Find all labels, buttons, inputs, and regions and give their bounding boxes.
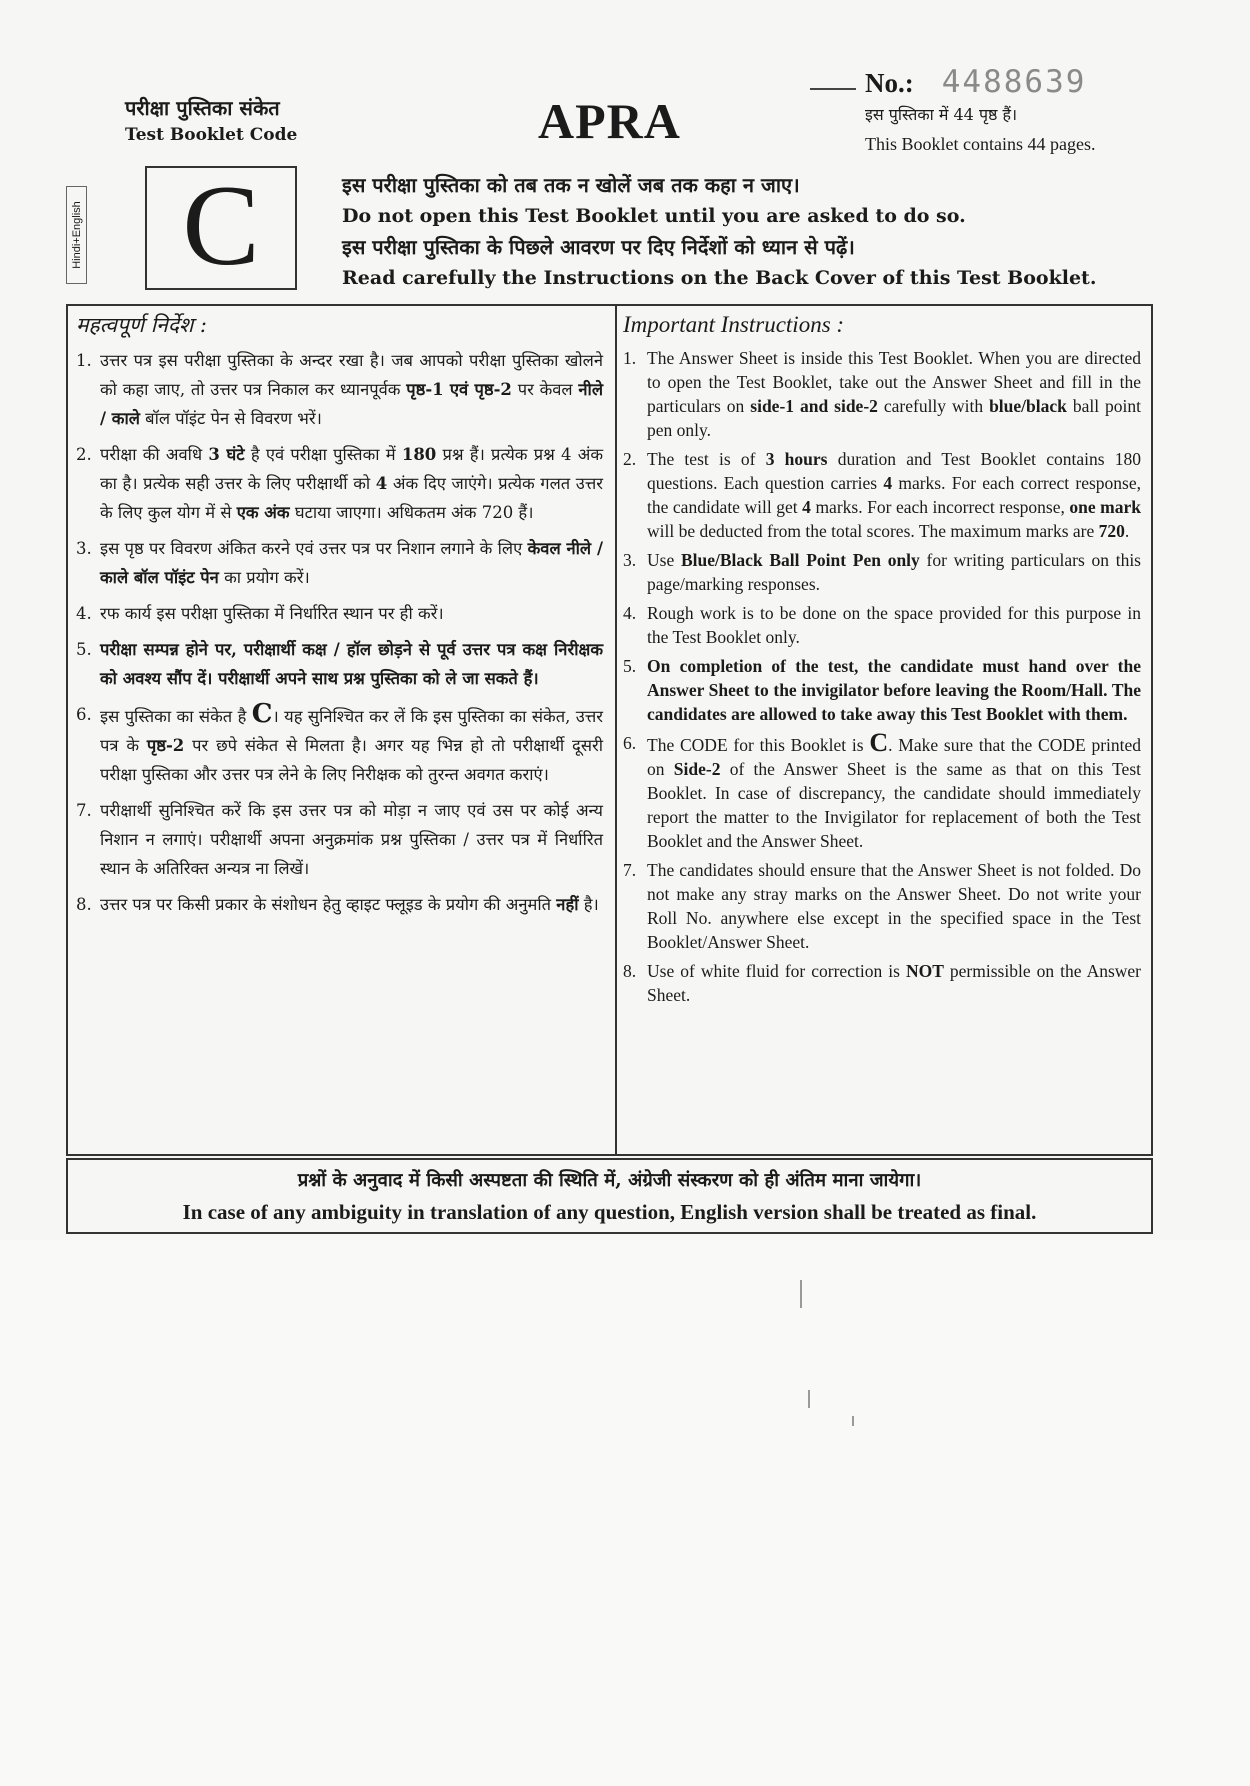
paper-speck: [852, 1416, 854, 1426]
instruction-number: 5.: [76, 640, 92, 659]
instruction-text: [647, 959, 1141, 1007]
instruction-segment: इस पृष्ठ पर विवरण अंकित करने एवं उत्तर पत्र पर निशान लगाने के लिए: [100, 539, 528, 558]
instruction-emphasis: परीक्षा सम्पन्न होने पर, परीक्षार्थी कक्ष / हॉल छोड़ने से पूर्व उत्तर पत्र कक्ष निरीक्षक को अवश्य सौंप दें। परीक्षार्थी अपने साथ प्रश्न पुस्तिका को ले जा सकते हैं।: [100, 640, 603, 688]
instruction-emphasis: नीले / काले: [100, 380, 604, 428]
instruction-segment: बॉल पॉइंट पेन से विवरण भरें।: [139, 409, 322, 428]
instruction-item: [623, 346, 1141, 442]
instruction-item: [76, 440, 603, 527]
paper-speck: [808, 1390, 810, 1408]
instruction-segment: permissible on the Answer Sheet.: [647, 961, 1142, 1005]
instruction-segment: उत्तर पत्र इस परीक्षा पुस्तिका के अन्दर रखा है। जब आपको परीक्षा पुस्तिका खोलने को कहा जाए, तो उत्तर पत्र निकाल कर ध्यानपूर्वक: [100, 351, 603, 399]
instruction-segment: Rough work is to be done on the space provided for this purpose in the Test Booklet only.: [647, 603, 1141, 647]
booklet-code-label-hindi: परीक्षा पुस्तिका संकेत: [125, 96, 280, 120]
language-tag-text: Hindi+English: [70, 201, 83, 269]
instruction-segment: Use of white fluid for correction is: [647, 961, 906, 981]
instruction-item: [76, 599, 603, 628]
instruction-text: [647, 654, 1141, 726]
language-tag: [66, 186, 87, 284]
instruction-text: [647, 447, 1141, 543]
instruction-item: [623, 447, 1141, 543]
instruction-emphasis: 180: [401, 445, 437, 464]
instruction-number: 1.: [76, 351, 92, 370]
instruction-text: [100, 346, 603, 433]
instruction-item: [76, 890, 603, 919]
instruction-emphasis: 4: [375, 474, 388, 493]
warning-english-1: Do not open this Test Booklet until you are asked to do so.: [342, 205, 966, 227]
instruction-emphasis: blue/black: [989, 396, 1067, 416]
instruction-segment: Use: [647, 550, 681, 570]
instruction-item: [76, 534, 603, 592]
instruction-segment: अंक दिए जाएंगे। प्रत्येक गलत उत्तर के लिए कुल योग में से: [100, 474, 603, 522]
instruction-item: [76, 635, 603, 693]
instruction-emphasis: one mark: [1069, 497, 1141, 517]
instructions-english-column: [617, 306, 1151, 1012]
instruction-text: [647, 548, 1141, 596]
instruction-text: [100, 635, 603, 693]
warning-hindi-1: इस परीक्षा पुस्तिका को तब तक न खोलें जब तक कहा न जाए।: [342, 173, 800, 197]
warning-english-2: Read carefully the Instructions on the Back Cover of this Test Booklet.: [342, 267, 1097, 289]
instruction-segment: परीक्षार्थी सुनिश्चित करें कि इस उत्तर पत्र को मोड़ा न जाए एवं उस पर कोई अन्य निशान न लगाएं। परीक्षार्थी अपना अनुक्रमांक प्रश्न पुस्तिका / उत्तर पत्र में निर्धारित स्थान के अतिरिक्त अन्यत्र ना लिखें।: [100, 801, 603, 878]
instruction-segment: है एवं परीक्षा पुस्तिका में: [244, 445, 402, 464]
instruction-emphasis: एक अंक: [236, 503, 290, 522]
instruction-emphasis: पृष्ठ-2: [146, 736, 185, 755]
booklet-title: APRA: [538, 93, 681, 149]
warning-hindi-2: इस परीक्षा पुस्तिका के पिछले आवरण पर दिए निर्देशों को ध्यान से पढ़ें।: [342, 235, 855, 259]
instruction-text: [100, 599, 444, 628]
instruction-item: [623, 728, 1142, 853]
instruction-segment: .: [1124, 521, 1130, 541]
instruction-text: [647, 858, 1141, 954]
translation-notice-hindi: प्रश्नों के अनुवाद में किसी अस्पष्टता की स्थिति में, अंग्रेजी संस्करण को ही अंतिम माना जायेगा।: [297, 1170, 922, 1191]
instruction-segment: उत्तर पत्र पर किसी प्रकार के संशोधन हेतु व्हाइट फ्लूइड के प्रयोग की अनुमति: [100, 895, 557, 914]
instruction-segment: का प्रयोग करें।: [218, 568, 310, 587]
instruction-segment: है।: [578, 895, 599, 914]
instruction-segment: The Answer Sheet is inside this Test Booklet. When you are directed to open the Test Booklet, take out the Answer Sheet and fill in the particulars on: [647, 348, 1141, 416]
blank-lower-area: [0, 1240, 1250, 1786]
instruction-number: 1.: [623, 348, 637, 368]
paper-speck: [800, 1280, 802, 1308]
translation-notice: [66, 1158, 1153, 1234]
instruction-segment: ball point pen only.: [647, 396, 1142, 440]
instruction-text: [100, 700, 603, 789]
instruction-number: 8.: [623, 961, 637, 981]
instruction-number: 3.: [76, 539, 92, 558]
instruction-segment: will be deducted from the total scores. The maximum marks are: [647, 521, 1099, 541]
instruction-emphasis: 3 hours: [765, 449, 828, 469]
instruction-emphasis: 4: [883, 473, 893, 493]
instruction-emphasis: Side-2: [673, 759, 721, 779]
instruction-item: [623, 548, 1141, 596]
instructions-hindi-title: महत्वपूर्ण निर्देश :: [76, 313, 208, 337]
instruction-emphasis: 4: [802, 497, 811, 517]
header-rule: [810, 88, 856, 90]
instruction-text: [647, 728, 1142, 853]
page-count-hindi: इस पुस्तिका में 44 पृष्ठ हैं।: [865, 105, 1018, 124]
instruction-segment: of the Answer Sheet is the same as that on this Test Booklet. In case of discrepancy, the candidate should immediately report the matter to the Invigilator for replacement of both the Test Booklet and the Answer Sheet.: [647, 759, 1142, 851]
instruction-segment: . Make sure that the CODE printed on: [647, 735, 1142, 779]
instruction-emphasis: पृष्ठ-1 एवं पृष्ठ-2: [406, 380, 512, 399]
booklet-number-label: No.:: [865, 68, 914, 98]
instruction-emphasis: On completion of the test, the candidate must hand over the Answer Sheet to the invigilator before leaving the Room/Hall. The candidates are allowed to take away this Test Booklet with them.: [647, 656, 1141, 724]
booklet-code-label-english: Test Booklet Code: [125, 125, 298, 145]
instruction-emphasis: नहीं: [556, 895, 579, 914]
instruction-segment: The CODE for this Booklet is: [647, 735, 870, 755]
instruction-number: 5.: [623, 656, 637, 676]
booklet-number-value: 4488639: [941, 64, 1087, 100]
instruction-item: [76, 796, 603, 883]
instruction-segment: परीक्षा की अवधि: [100, 445, 209, 464]
booklet-code-letter: C: [182, 162, 260, 290]
instruction-number: 4.: [623, 603, 637, 623]
booklet-number-block: [865, 64, 1205, 156]
instruction-text: [100, 796, 603, 883]
instruction-number: 6.: [76, 705, 92, 724]
opening-warnings: [342, 170, 1096, 294]
instruction-text: [100, 534, 603, 592]
booklet-code-label: [125, 94, 297, 148]
instruction-emphasis: C: [869, 728, 889, 757]
instruction-segment: रफ कार्य इस परीक्षा पुस्तिका में निर्धारित स्थान पर ही करें।: [100, 604, 444, 623]
instruction-number: 7.: [623, 860, 637, 880]
instruction-emphasis: केवल नीले / काले बॉल पॉइंट पेन: [100, 539, 603, 587]
instructions-english-title: Important Instructions :: [623, 312, 845, 337]
instruction-emphasis: NOT: [905, 961, 944, 981]
instruction-item: [623, 858, 1141, 954]
instruction-item: [76, 700, 603, 789]
instructions-hindi-column: [68, 306, 615, 926]
instruction-number: 8.: [76, 895, 92, 914]
instruction-segment: marks. For each correct response, the candidate will get: [647, 473, 1141, 517]
instruction-segment: for writing particulars on this page/marking responses.: [647, 550, 1141, 594]
instruction-segment: The test is of: [647, 449, 766, 469]
instruction-item: [76, 346, 603, 433]
instruction-segment: प्रश्न हैं। प्रत्येक प्रश्न 4 अंक का है। प्रत्येक सही उत्तर के लिए परीक्षार्थी को: [100, 445, 603, 493]
instruction-segment: duration and Test Booklet contains 180 questions. Each question carries: [647, 449, 1142, 493]
instructions-english-list: [623, 346, 1141, 1007]
instruction-segment: घटाया जाएगा। अधिकतम अंक 720 हैं।: [289, 503, 534, 522]
instruction-segment: carefully with: [877, 396, 990, 416]
translation-notice-english: In case of any ambiguity in translation of any question, English version shall be treated as final.: [182, 1200, 1037, 1224]
instructions-box: [66, 304, 1153, 1156]
instruction-emphasis: 3 घंटे: [208, 445, 245, 464]
instruction-segment: । यह सुनिश्चित कर लें कि इस पुस्तिका का संकेत, उत्तर पत्र के: [100, 707, 603, 755]
instruction-number: 4.: [76, 604, 92, 623]
instruction-number: 2.: [76, 445, 92, 464]
instruction-item: [623, 601, 1141, 649]
booklet-code-box: [145, 162, 297, 290]
instruction-number: 3.: [623, 550, 637, 570]
instruction-segment: पर केवल: [511, 380, 579, 399]
instruction-number: 2.: [623, 449, 637, 469]
instructions-hindi-list: [76, 346, 603, 919]
instruction-segment: इस पुस्तिका का संकेत है: [100, 707, 252, 726]
instruction-number: 6.: [623, 733, 637, 753]
instruction-text: [647, 346, 1141, 442]
instruction-emphasis: C: [251, 699, 273, 729]
instruction-emphasis: Blue/Black Ball Point Pen only: [680, 550, 920, 570]
instruction-text: [647, 601, 1141, 649]
instruction-text: [100, 440, 603, 527]
instruction-number: 7.: [76, 801, 92, 820]
instruction-item: [623, 959, 1141, 1007]
instruction-segment: marks. For each incorrect response,: [810, 497, 1070, 517]
instruction-segment: The candidates should ensure that the Answer Sheet is not folded. Do not make any stray marks on the Answer Sheet. Do not write your Roll No. anywhere else except in the specified space in the Test Booklet/Answer Sheet.: [647, 860, 1141, 952]
instruction-item: [623, 654, 1141, 726]
instruction-text: [100, 890, 599, 919]
instruction-segment: पर छपे संकेत से मिलता है। अगर यह भिन्न हो तो परीक्षार्थी दूसरी परीक्षा पुस्तिका और उत्तर पत्र लेने के लिए निरीक्षक को तुरन्त अवगत कराएं।: [100, 736, 603, 784]
instruction-emphasis: 720: [1098, 521, 1125, 541]
instruction-emphasis: side-1 and side-2: [750, 396, 878, 416]
page-count-english: This Booklet contains 44 pages.: [865, 134, 1096, 154]
